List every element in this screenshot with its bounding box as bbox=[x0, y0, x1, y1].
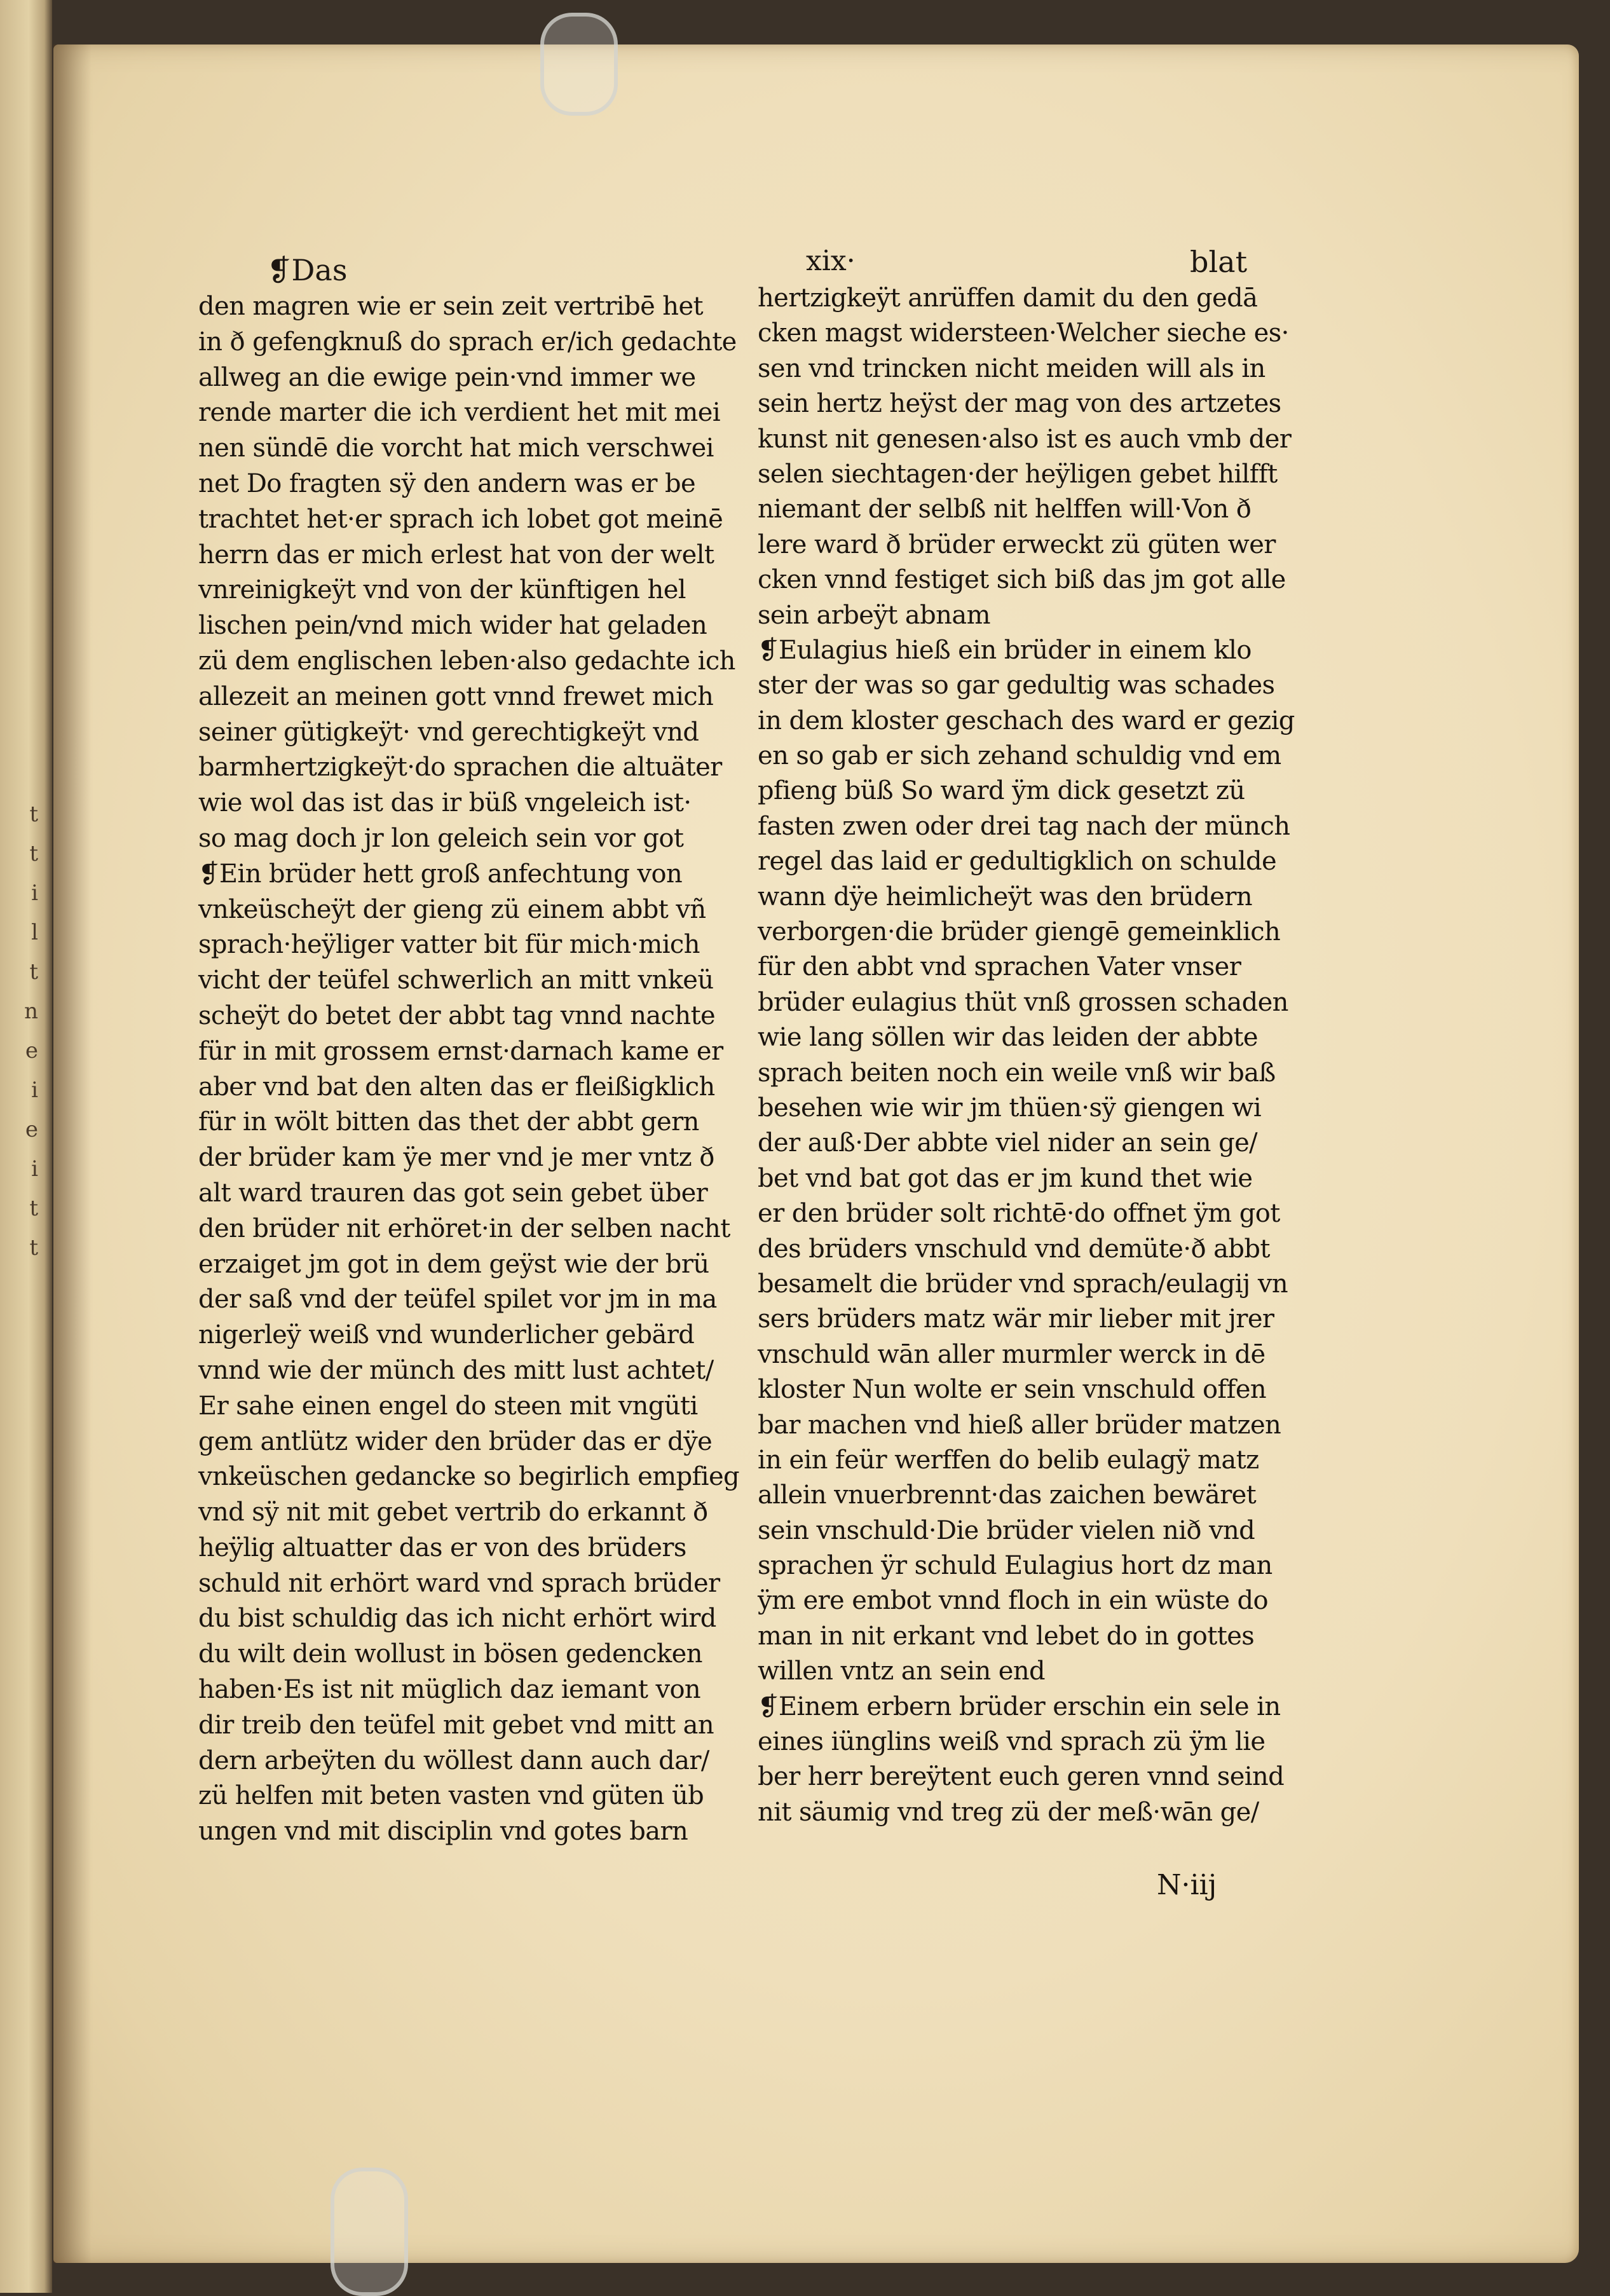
gutter-shadow bbox=[53, 44, 92, 2263]
text-line: barmhertzigkeÿt·do sprachen die altuäter bbox=[198, 753, 722, 782]
text-line: bar machen vnd hieß aller brüder matzen bbox=[758, 1410, 1281, 1440]
text-line: ber herr bereÿtent euch geren vnnd seind bbox=[758, 1762, 1285, 1792]
text-line: verborgen·die brüder giengē gemeinklich bbox=[758, 917, 1281, 947]
text-line: allein vnuerbrennt·das zaichen bewäret bbox=[758, 1480, 1257, 1510]
text-line: ❡Einem erbern brüder erschin ein sele in bbox=[758, 1691, 1281, 1721]
text-line: er den brüder solt richtē·do offnet ÿm got bbox=[758, 1199, 1280, 1229]
text-line: in ein feür werffen do belib eulagÿ matz bbox=[758, 1445, 1259, 1475]
folio-label: blat bbox=[1190, 245, 1248, 279]
text-line: ÿm ere embot vnnd floch in ein wüste do bbox=[758, 1586, 1268, 1616]
folio-number: xix· bbox=[806, 245, 856, 277]
margin-letter: e bbox=[25, 1038, 38, 1063]
catchword: ❡Das bbox=[267, 253, 348, 287]
text-line: wie lang söllen wir das leiden der abbte bbox=[758, 1023, 1258, 1053]
text-line: dir treib den teüfel mit gebet vnd mitt an bbox=[198, 1710, 714, 1740]
text-line: vnkeüscheÿt der gieng zü einem abbt vñ bbox=[198, 894, 706, 924]
text-line: zü helfen mit beten vasten vnd güten üb bbox=[198, 1781, 704, 1811]
text-line: sprach·heÿliger vatter bit für mich·mich bbox=[198, 930, 700, 960]
text-line: willen vntz an sein end bbox=[758, 1657, 1046, 1686]
text-line: in dem kloster geschach des ward er gezig bbox=[758, 706, 1295, 735]
text-line: sein hertz heÿst der mag von des artzetes bbox=[758, 389, 1281, 419]
text-line: so mag doch jr lon geleich sein vor got bbox=[198, 823, 684, 853]
text-line: schuld nit erhört ward vnd sprach brüder bbox=[198, 1568, 720, 1598]
text-line: regel das laid er gedultigklich on schulde bbox=[758, 847, 1277, 877]
facing-page-margin-letters bbox=[0, 795, 42, 1684]
text-line: fasten zwen oder drei tag nach der münch bbox=[758, 811, 1290, 841]
book-clip-bottom bbox=[331, 2168, 408, 2296]
text-line: hertzigkeÿt anrüffen damit du den gedā bbox=[758, 284, 1258, 313]
text-line: den magren wie er sein zeit vertribē het bbox=[198, 292, 704, 321]
text-line: lischen pein/vnd mich wider hat geladen bbox=[198, 611, 707, 641]
margin-letter: t bbox=[29, 1196, 38, 1221]
text-line: dern arbeÿten du wöllest dann auch dar/ bbox=[198, 1746, 709, 1775]
text-line: für in wölt bitten das thet der abbt gern bbox=[198, 1107, 699, 1137]
text-line: für in mit grossem ernst·darnach kame er bbox=[198, 1036, 723, 1066]
text-line: wie wol das ist das ir büß vngeleich ist· bbox=[198, 788, 692, 818]
text-line: in ð gefengknuß do sprach er/ich gedachte bbox=[198, 327, 737, 357]
text-line: ster der was so gar gedultig was schades bbox=[758, 671, 1275, 700]
text-line: selen siechtagen·der heÿligen gebet hilfft bbox=[758, 459, 1278, 489]
margin-letter: e bbox=[25, 1117, 38, 1142]
text-line: cken magst widersteen·Welcher sieche es· bbox=[758, 318, 1289, 348]
book-clip-top bbox=[540, 13, 618, 116]
text-line: sein arbeÿt abnam bbox=[758, 600, 990, 630]
text-line: vnreinigkeÿt vnd von der künftigen hel bbox=[198, 575, 686, 605]
text-line: zü dem englischen leben·also gedachte ich bbox=[198, 646, 735, 676]
text-line: gem antlütz wider den brüder das er dÿe bbox=[198, 1426, 713, 1456]
text-line: eines iünglins weiß vnd sprach zü ÿm lie bbox=[758, 1727, 1265, 1757]
text-line: rende marter die ich verdient het mit mei bbox=[198, 398, 721, 428]
text-line: vnd sÿ nit mit gebet vertrib do erkannt ð bbox=[198, 1498, 708, 1527]
margin-letter: t bbox=[29, 959, 38, 985]
text-line: vnschuld wān aller murmler werck in dē bbox=[758, 1339, 1265, 1369]
text-line: alt ward trauren das got sein gebet über bbox=[198, 1178, 708, 1208]
text-line: lere ward ð brüder erweckt zü güten wer bbox=[758, 530, 1276, 559]
text-line: besehen wie wir jm thüen·sÿ giengen wi bbox=[758, 1093, 1262, 1123]
text-line: ❡Eulagius hieß ein brüder in einem klo bbox=[758, 635, 1252, 665]
text-line: den brüder nit erhöret·in der selben nacht bbox=[198, 1213, 730, 1243]
text-line: cken vnnd festiget sich biß das jm got alle bbox=[758, 565, 1286, 595]
margin-letter: i bbox=[31, 880, 38, 906]
text-line: kunst nit genesen·also ist es auch vmb der bbox=[758, 424, 1292, 454]
text-line: herrn das er mich erlest hat von der welt bbox=[198, 540, 714, 570]
text-line: aber vnd bat den alten das er fleißigklich bbox=[198, 1072, 715, 1102]
signature-mark: N·iij bbox=[1157, 1869, 1217, 1901]
margin-letter: t bbox=[29, 802, 38, 827]
margin-letter: t bbox=[29, 1235, 38, 1261]
text-line: seiner gütigkeÿt· vnd gerechtigkeÿt vnd bbox=[198, 717, 699, 747]
text-line: Er sahe einen engel do steen mit vngüti bbox=[198, 1391, 698, 1421]
margin-letter: t bbox=[29, 841, 38, 866]
margin-letter: n bbox=[24, 999, 38, 1024]
margin-letter: l bbox=[31, 920, 38, 945]
text-line: allweg an die ewige pein·vnd immer we bbox=[198, 362, 696, 392]
text-line: du wilt dein wollust in bösen gedencken bbox=[198, 1639, 702, 1669]
text-line: haben·Es ist nit müglich daz iemant von bbox=[198, 1675, 701, 1705]
text-line: ungen vnd mit disciplin vnd gotes barn bbox=[198, 1817, 688, 1847]
text-line: wann dÿe heimlicheÿt was den brüdern bbox=[758, 882, 1253, 912]
text-line: sprach beiten noch ein weile vnß wir baß bbox=[758, 1058, 1276, 1088]
text-line: der auß·Der abbte viel nider an sein ge/ bbox=[758, 1128, 1258, 1158]
text-line: ❡Ein brüder hett groß anfechtung von bbox=[198, 859, 683, 889]
text-line: vnkeüschen gedancke so begirlich empfieg bbox=[198, 1462, 740, 1492]
text-line: pfieng büß So ward ÿm dick gesetzt zü bbox=[758, 776, 1245, 806]
text-line: der brüder kam ÿe mer vnd je mer vntz ð bbox=[198, 1143, 714, 1173]
text-line: nigerleÿ weiß vnd wunderlicher gebärd bbox=[198, 1320, 695, 1350]
facing-page-edge bbox=[0, 0, 52, 2293]
text-column-right bbox=[758, 281, 1295, 1830]
text-line: besamelt die brüder vnd sprach/eulagij vn bbox=[758, 1269, 1288, 1299]
margin-letter: i bbox=[31, 1156, 38, 1182]
text-line: sein vnschuld·Die brüder vielen nið vnd bbox=[758, 1515, 1255, 1545]
text-line: vnnd wie der münch des mitt lust achtet/ bbox=[198, 1355, 714, 1385]
text-line: erzaiget jm got in dem geÿst wie der brü bbox=[198, 1249, 709, 1279]
text-line: net Do fragten sÿ den andern was er be bbox=[198, 468, 696, 498]
text-line: du bist schuldig das ich nicht erhört wird bbox=[198, 1604, 716, 1634]
text-line: bet vnd bat got das er jm kund thet wie bbox=[758, 1163, 1253, 1193]
text-line: allezeit an meinen gott vnnd frewet mich bbox=[198, 681, 714, 711]
text-line: brüder eulagius thüt vnß grossen schaden bbox=[758, 987, 1288, 1017]
text-line: niemant der selbß nit helffen will·Von ð bbox=[758, 495, 1252, 524]
text-line: der saß vnd der teüfel spilet vor jm in ma bbox=[198, 1285, 717, 1315]
text-line: vicht der teüfel schwerlich an mitt vnkeü bbox=[198, 966, 714, 995]
text-line: man in nit erkant vnd lebet do in gottes bbox=[758, 1621, 1255, 1651]
text-line: scheÿt do betet der abbt tag vnnd nachte bbox=[198, 1001, 716, 1030]
text-line: trachtet het·er sprach ich lobet got meinē bbox=[198, 504, 723, 534]
text-line: kloster Nun wolte er sein vnschuld offen bbox=[758, 1375, 1267, 1405]
margin-letter: i bbox=[31, 1077, 38, 1103]
text-line: sprachen ÿr schuld Eulagius hort dz man bbox=[758, 1551, 1272, 1581]
text-line: en so gab er sich zehand schuldig vnd em bbox=[758, 741, 1281, 771]
text-line: sen vnd trincken nicht meiden will als in bbox=[758, 353, 1265, 383]
text-line: sers brüders matz wär mir lieber mit jrer bbox=[758, 1304, 1274, 1334]
text-line: nen sündē die vorcht hat mich verschwei bbox=[198, 434, 714, 463]
text-line: heÿlig altuatter das er von des brüders bbox=[198, 1533, 686, 1562]
text-line: für den abbt vnd sprachen Vater vnser bbox=[758, 952, 1241, 982]
text-column-left bbox=[198, 289, 740, 1850]
text-line: nit säumig vnd treg zü der meß·wān ge/ bbox=[758, 1797, 1259, 1827]
text-line: des brüders vnschuld vnd demüte·ð abbt bbox=[758, 1234, 1270, 1264]
